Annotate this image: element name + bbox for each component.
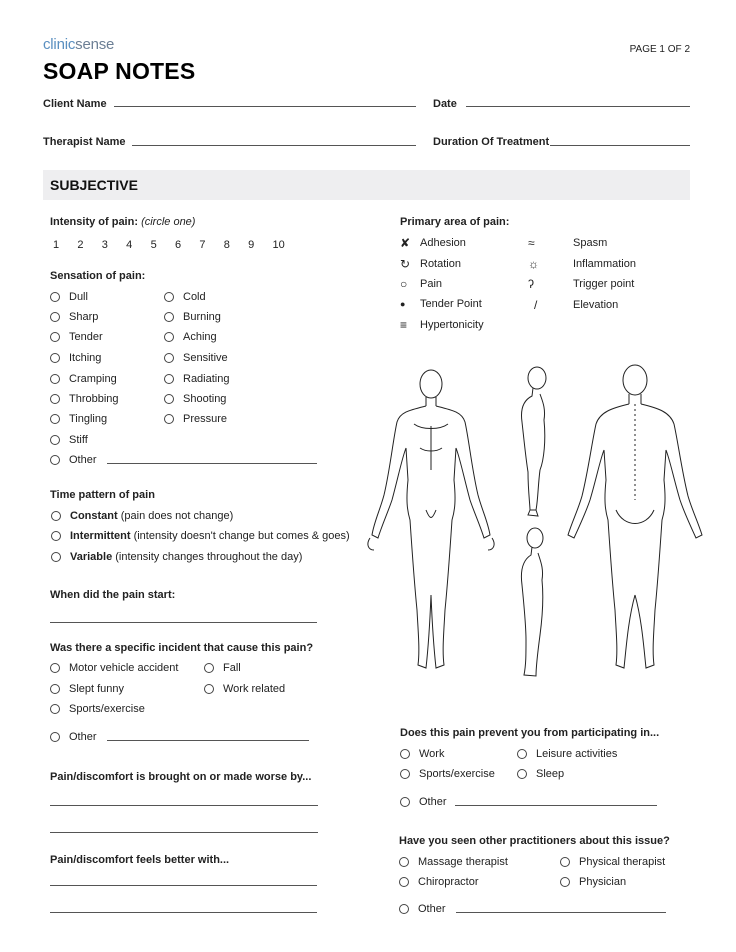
scale-10[interactable]: 10 xyxy=(272,239,285,251)
radio-button[interactable] xyxy=(50,292,60,302)
practitioner-option[interactable] xyxy=(399,856,508,868)
logo-part-b: sense xyxy=(75,36,115,53)
sensation-option[interactable] xyxy=(164,311,221,323)
radio-button[interactable] xyxy=(50,663,60,673)
option-label: Other xyxy=(69,454,97,466)
time-pattern-option[interactable] xyxy=(51,510,233,522)
elevation-icon: / xyxy=(534,298,538,312)
legend-pain xyxy=(400,277,442,291)
section-title: SUBJECTIVE xyxy=(50,177,138,193)
option-label: Shooting xyxy=(183,393,227,405)
time-pattern-label: Time pattern of pain xyxy=(50,489,155,501)
legend-hypertonicity xyxy=(400,318,484,332)
sensation-label: Sensation of pain: xyxy=(50,270,146,282)
radio-button[interactable] xyxy=(50,374,60,384)
scale-4[interactable]: 4 xyxy=(126,239,133,251)
intensity-hint: (circle one) xyxy=(141,216,196,228)
time-pattern-option[interactable] xyxy=(51,530,350,542)
option-label: Work related xyxy=(223,683,286,695)
sensation-option[interactable] xyxy=(50,393,119,405)
radio-button[interactable] xyxy=(50,353,60,363)
legend-label: Tender Point xyxy=(420,298,482,310)
incident-label: Was there a specific incident that cause this pain? xyxy=(50,642,314,654)
worse-label: Pain/discomfort is brought on or made worse by... xyxy=(50,771,312,783)
sensation-option[interactable] xyxy=(50,331,103,343)
time-pattern-option[interactable] xyxy=(51,551,302,563)
better-field-2[interactable] xyxy=(50,912,317,913)
radio-button[interactable] xyxy=(51,511,61,521)
legend-rotation xyxy=(400,257,461,271)
legend-label: Pain xyxy=(420,278,443,290)
sensation-option[interactable] xyxy=(50,311,98,323)
scale-5[interactable]: 5 xyxy=(150,239,157,251)
radio-button[interactable] xyxy=(50,684,60,694)
incident-option[interactable] xyxy=(204,683,285,695)
participation-option[interactable] xyxy=(400,768,495,780)
body-diagram[interactable] xyxy=(360,360,712,692)
radio-button[interactable] xyxy=(517,749,527,759)
sensation-option[interactable] xyxy=(164,413,227,425)
radio-button[interactable] xyxy=(51,552,61,562)
radio-button[interactable] xyxy=(50,414,60,424)
scale-1[interactable]: 1 xyxy=(53,239,60,251)
adhesion-icon: ✘ xyxy=(400,236,411,250)
participation-option[interactable] xyxy=(517,768,564,780)
side-body-figure-top xyxy=(521,367,546,516)
practitioners-other-field[interactable] xyxy=(456,912,666,913)
incident-option[interactable] xyxy=(50,703,145,715)
legend-label: Trigger point xyxy=(573,278,635,290)
intensity-scale xyxy=(53,239,297,251)
option-label: Stiff xyxy=(69,434,88,446)
option-label: Cramping xyxy=(69,373,117,385)
radio-button[interactable] xyxy=(399,877,409,887)
therapist-name-label: Therapist Name xyxy=(43,136,126,148)
front-body-figure xyxy=(368,370,494,668)
pain-icon: ○ xyxy=(400,277,408,291)
option-label: Sensitive xyxy=(183,352,228,364)
hypertonicity-icon: ≡ xyxy=(400,318,408,332)
option-label: Burning xyxy=(183,311,221,323)
option-label: Other xyxy=(418,903,446,915)
option-label: Cold xyxy=(183,291,206,303)
option-desc: (intensity changes throughout the day) xyxy=(115,551,303,563)
sensation-option[interactable] xyxy=(164,291,206,303)
better-field-1[interactable] xyxy=(50,885,317,886)
participation-option-other[interactable] xyxy=(400,796,447,808)
incident-other-field[interactable] xyxy=(107,740,309,741)
sensation-option[interactable] xyxy=(164,352,228,364)
option-label: Physical therapist xyxy=(579,856,666,868)
radio-button[interactable] xyxy=(164,414,174,424)
radio-button[interactable] xyxy=(50,394,60,404)
spasm-icon: ≈ xyxy=(528,236,535,250)
legend-label: Inflammation xyxy=(573,258,636,270)
legend-inflammation xyxy=(528,257,636,271)
option-label: Motor vehicle accident xyxy=(69,662,179,674)
option-label: Tingling xyxy=(69,413,108,425)
practitioner-option[interactable] xyxy=(399,876,479,888)
worse-field-1[interactable] xyxy=(50,805,318,806)
radio-button[interactable] xyxy=(164,374,174,384)
back-body-figure xyxy=(568,365,702,668)
legend-adhesion xyxy=(400,236,466,250)
radio-button[interactable] xyxy=(50,732,60,742)
client-name-label: Client Name xyxy=(43,98,107,110)
page-title: SOAP NOTES xyxy=(43,58,196,84)
worse-field-2[interactable] xyxy=(50,832,318,833)
radio-button[interactable] xyxy=(400,797,410,807)
sensation-option[interactable] xyxy=(50,352,101,364)
pain-start-label: When did the pain start: xyxy=(50,589,176,601)
option-label: Throbbing xyxy=(69,393,119,405)
radio-button[interactable] xyxy=(400,769,410,779)
inflammation-icon: ☼ xyxy=(528,257,539,271)
legend-label: Rotation xyxy=(420,258,461,270)
radio-button[interactable] xyxy=(164,353,174,363)
option-label: Massage therapist xyxy=(418,856,508,868)
option-label: Chiropractor xyxy=(418,876,479,888)
radio-button[interactable] xyxy=(164,394,174,404)
intensity-label-text: Intensity of pain: xyxy=(50,216,138,228)
participation-label: Does this pain prevent you from participating in... xyxy=(400,727,660,739)
option-label: Other xyxy=(419,796,447,808)
incident-option-other[interactable] xyxy=(50,731,97,743)
radio-button[interactable] xyxy=(517,769,527,779)
radio-button[interactable] xyxy=(399,857,409,867)
subjective-section-header xyxy=(43,170,690,200)
option-label: Sports/exercise xyxy=(419,768,495,780)
radio-button[interactable] xyxy=(50,704,60,714)
radio-button[interactable] xyxy=(50,332,60,342)
scale-9[interactable]: 9 xyxy=(248,239,255,251)
option-label: Pressure xyxy=(183,413,228,425)
option-label: Sharp xyxy=(69,311,99,323)
clinicsense-logo xyxy=(43,36,114,53)
participation-option[interactable] xyxy=(517,748,617,760)
option-label: Aching xyxy=(183,331,217,343)
sensation-option[interactable] xyxy=(50,291,88,303)
radio-button[interactable] xyxy=(400,749,410,759)
incident-option[interactable] xyxy=(50,662,178,674)
option-label: Sports/exercise xyxy=(69,703,145,715)
client-name-field[interactable] xyxy=(114,106,416,107)
date-field[interactable] xyxy=(466,106,690,107)
legend-tender-point xyxy=(400,298,482,310)
participation-option[interactable] xyxy=(400,748,444,760)
radio-button[interactable] xyxy=(399,904,409,914)
date-label: Date xyxy=(433,98,457,110)
scale-3[interactable]: 3 xyxy=(101,239,108,251)
option-name: Variable xyxy=(70,551,113,563)
radio-button[interactable] xyxy=(50,312,60,322)
incident-option[interactable] xyxy=(204,662,241,674)
option-name: Constant xyxy=(70,510,118,522)
radio-button[interactable] xyxy=(560,857,570,867)
better-label: Pain/discomfort feels better with... xyxy=(50,854,230,866)
intensity-label xyxy=(50,216,195,228)
scale-2[interactable]: 2 xyxy=(77,239,84,251)
radio-button[interactable] xyxy=(51,531,61,541)
tender-point-icon: ● xyxy=(400,299,406,309)
sensation-other-field[interactable] xyxy=(107,463,317,464)
duration-field[interactable] xyxy=(550,145,690,146)
legend-label: Spasm xyxy=(573,237,608,249)
radio-button[interactable] xyxy=(50,435,60,445)
radio-button[interactable] xyxy=(164,312,174,322)
sensation-option[interactable] xyxy=(50,373,117,385)
sensation-option[interactable] xyxy=(164,373,229,385)
option-label: Work xyxy=(419,748,445,760)
sensation-option-other[interactable] xyxy=(50,454,97,466)
legend-spasm xyxy=(528,236,607,250)
legend-label: Elevation xyxy=(573,299,619,311)
radio-button[interactable] xyxy=(50,455,60,465)
option-label: Sleep xyxy=(536,768,565,780)
option-label: Dull xyxy=(69,291,88,303)
radio-button[interactable] xyxy=(560,877,570,887)
radio-button[interactable] xyxy=(164,292,174,302)
incident-option[interactable] xyxy=(50,683,124,695)
radio-button[interactable] xyxy=(204,663,214,673)
option-label: Slept funny xyxy=(69,683,125,695)
practitioners-label: Have you seen other practitioners about this issue? xyxy=(399,835,670,847)
logo-part-a: clinic xyxy=(43,36,76,53)
option-label: Leisure activities xyxy=(536,748,618,760)
radio-button[interactable] xyxy=(164,332,174,342)
legend-trigger-point xyxy=(528,277,634,291)
rotation-icon: ↻ xyxy=(400,257,411,271)
legend-label: Adhesion xyxy=(420,237,466,249)
scale-8[interactable]: 8 xyxy=(223,239,230,251)
option-name: Intermittent xyxy=(70,530,131,542)
scale-7[interactable]: 7 xyxy=(199,239,206,251)
sensation-option[interactable] xyxy=(50,413,107,425)
option-label: Tender xyxy=(69,331,103,343)
duration-label: Duration Of Treatment xyxy=(433,136,550,148)
practitioner-option[interactable] xyxy=(560,876,626,888)
page-indicator: PAGE 1 OF 2 xyxy=(629,44,690,55)
option-desc: (pain does not change) xyxy=(120,510,234,522)
scale-6[interactable]: 6 xyxy=(174,239,182,251)
participation-other-field[interactable] xyxy=(455,805,657,806)
legend-elevation xyxy=(528,298,618,312)
option-label: Radiating xyxy=(183,373,230,385)
option-label: Other xyxy=(69,731,97,743)
sensation-option[interactable] xyxy=(164,331,217,343)
option-desc: (intensity doesn't change but comes & goes) xyxy=(133,530,350,542)
sensation-option[interactable] xyxy=(50,434,88,446)
option-label: Fall xyxy=(223,662,241,674)
radio-button[interactable] xyxy=(204,684,214,694)
primary-area-label: Primary area of pain: xyxy=(400,216,510,228)
trigger-point-icon: ʔ xyxy=(528,277,534,291)
option-label: Itching xyxy=(69,352,102,364)
option-label: Physician xyxy=(579,876,627,888)
sensation-option[interactable] xyxy=(164,393,226,405)
legend-label: Hypertonicity xyxy=(420,319,484,331)
therapist-name-field[interactable] xyxy=(132,145,416,146)
practitioner-option-other[interactable] xyxy=(399,903,446,915)
pain-start-field[interactable] xyxy=(50,622,317,623)
practitioner-option[interactable] xyxy=(560,856,665,868)
side-body-figure-bottom xyxy=(521,528,543,676)
